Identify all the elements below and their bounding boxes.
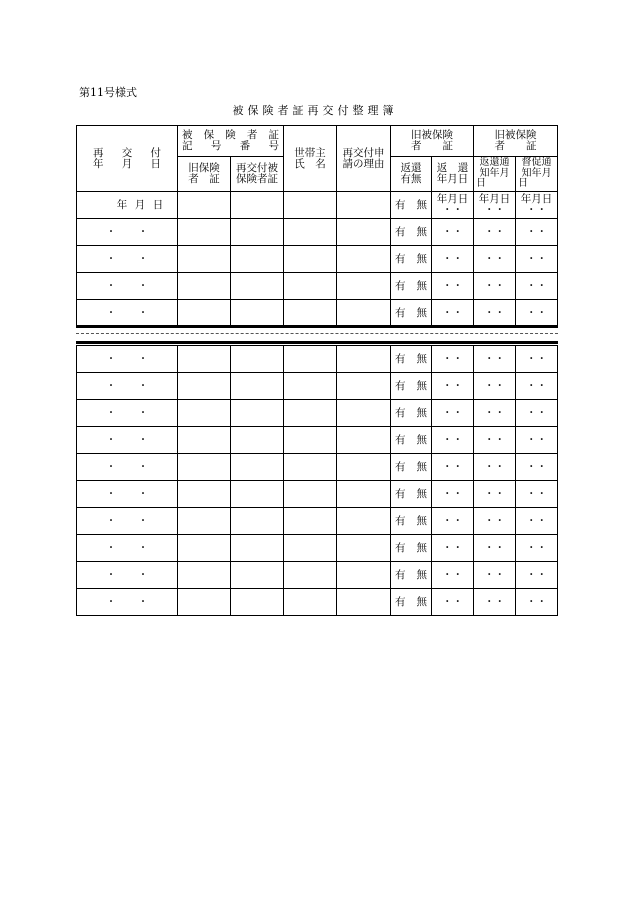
return-date-cell: ・・ — [432, 589, 474, 616]
header-old-card-return: 旧被保険 者 証 — [391, 126, 474, 157]
table-row — [77, 508, 558, 535]
rows-bottom — [77, 346, 558, 616]
yesno-cell: 有 無 — [391, 373, 432, 400]
reason-cell — [337, 427, 391, 454]
demand-notice-cell: ・・ — [516, 373, 558, 400]
table-row — [77, 535, 558, 562]
reason-cell — [337, 246, 391, 273]
reissued-card-cell — [231, 346, 284, 373]
date-cell: ・ ・ — [77, 427, 178, 454]
demand-notice-cell: ・・ — [516, 454, 558, 481]
householder-cell — [284, 219, 337, 246]
yesno-cell: 有 無 — [391, 192, 432, 219]
form-number: 第11号様式 — [79, 86, 137, 99]
householder-cell — [284, 508, 337, 535]
return-notice-cell: ・・ — [474, 219, 516, 246]
register-table-bottom — [76, 345, 558, 616]
return-date-cell: ・・ — [432, 481, 474, 508]
reissued-card-cell — [231, 373, 284, 400]
header-insured-card: 被 保 険 者 証 記 号 番 号 — [178, 126, 284, 157]
old-card-cell — [178, 273, 231, 300]
householder-cell — [284, 346, 337, 373]
yesno-cell: 有 無 — [391, 589, 432, 616]
householder-cell — [284, 535, 337, 562]
demand-notice-cell: ・・ — [516, 219, 558, 246]
document-title: 被保険者証再交付整理簿 — [232, 104, 398, 117]
old-card-cell — [178, 427, 231, 454]
reissued-card-cell — [231, 589, 284, 616]
return-date-cell: ・・ — [432, 373, 474, 400]
reason-cell — [337, 562, 391, 589]
demand-notice-cell: ・・ — [516, 273, 558, 300]
demand-notice-cell: ・・ — [516, 562, 558, 589]
old-card-cell — [178, 300, 231, 327]
reissued-card-cell — [231, 273, 284, 300]
demand-notice-cell: ・・ — [516, 300, 558, 327]
header-reason: 再交付申 請の理由 — [337, 126, 391, 192]
header-old-card: 旧保険 者 証 — [178, 157, 231, 192]
table-row — [77, 273, 558, 300]
return-notice-cell: ・・ — [474, 346, 516, 373]
return-date-cell: ・・ — [432, 427, 474, 454]
householder-cell — [284, 273, 337, 300]
old-card-cell — [178, 535, 231, 562]
householder-cell — [284, 589, 337, 616]
section-separator — [76, 325, 558, 344]
date-cell: ・ ・ — [77, 273, 178, 300]
reason-cell — [337, 454, 391, 481]
table-row — [77, 346, 558, 373]
householder-cell — [284, 192, 337, 219]
header-return-yesno: 返還 有無 — [391, 157, 432, 192]
return-date-cell: ・・ — [432, 562, 474, 589]
reissued-card-cell — [231, 300, 284, 327]
date-cell: ・ ・ — [77, 589, 178, 616]
return-notice-cell: ・・ — [474, 427, 516, 454]
reason-cell — [337, 589, 391, 616]
reissued-card-cell — [231, 508, 284, 535]
old-card-cell — [178, 589, 231, 616]
yesno-cell: 有 無 — [391, 273, 432, 300]
demand-notice-cell: ・・ — [516, 481, 558, 508]
return-notice-cell: ・・ — [474, 454, 516, 481]
householder-cell — [284, 562, 337, 589]
date-cell: ・ ・ — [77, 508, 178, 535]
date-cell: ・ ・ — [77, 300, 178, 327]
reason-cell — [337, 481, 391, 508]
header-return-date: 返 還 年月日 — [432, 157, 474, 192]
demand-notice-cell: ・・ — [516, 246, 558, 273]
register-table-top — [76, 125, 558, 327]
return-date-cell: ・・ — [432, 300, 474, 327]
old-card-cell — [178, 219, 231, 246]
reason-cell — [337, 273, 391, 300]
date-cell: ・ ・ — [77, 346, 178, 373]
date-cell: ・ ・ — [77, 535, 178, 562]
return-notice-cell: ・・ — [474, 246, 516, 273]
date-cell: ・ ・ — [77, 219, 178, 246]
table-row — [77, 219, 558, 246]
header-old-card-notice: 旧被保険 者 証 — [474, 126, 558, 157]
reissued-card-cell — [231, 219, 284, 246]
table-row — [77, 400, 558, 427]
old-card-cell — [178, 454, 231, 481]
reason-cell — [337, 219, 391, 246]
old-card-cell — [178, 373, 231, 400]
rows-top — [77, 219, 558, 327]
reason-cell — [337, 400, 391, 427]
reissued-card-cell — [231, 192, 284, 219]
table-row — [77, 481, 558, 508]
demand-notice-cell: ・・ — [516, 400, 558, 427]
return-date-cell: ・・ — [432, 219, 474, 246]
yesno-cell: 有 無 — [391, 400, 432, 427]
reissued-card-cell — [231, 454, 284, 481]
return-date-cell: ・・ — [432, 273, 474, 300]
reissued-card-cell — [231, 427, 284, 454]
return-notice-cell: ・・ — [474, 481, 516, 508]
yesno-cell: 有 無 — [391, 346, 432, 373]
reason-cell — [337, 373, 391, 400]
header-householder: 世帯主 氏 名 — [284, 126, 337, 192]
householder-cell — [284, 300, 337, 327]
old-card-cell — [178, 508, 231, 535]
old-card-cell — [178, 246, 231, 273]
return-notice-cell: ・・ — [474, 373, 516, 400]
yesno-cell: 有 無 — [391, 300, 432, 327]
header-demand-notice: 督促通 知年月 日 — [516, 157, 558, 192]
demand-notice-cell: ・・ — [516, 427, 558, 454]
header-reissued-card: 再交付被 保険者証 — [231, 157, 284, 192]
householder-cell — [284, 246, 337, 273]
reissued-card-cell — [231, 246, 284, 273]
reason-cell — [337, 535, 391, 562]
date-cell: ・ ・ — [77, 481, 178, 508]
return-notice-cell: ・・ — [474, 535, 516, 562]
reissued-card-cell — [231, 535, 284, 562]
date-cell: ・ ・ — [77, 373, 178, 400]
reason-cell — [337, 508, 391, 535]
return-notice-cell: ・・ — [474, 562, 516, 589]
table-row — [77, 246, 558, 273]
yesno-cell: 有 無 — [391, 427, 432, 454]
return-notice-cell: ・・ — [474, 508, 516, 535]
old-card-cell — [178, 346, 231, 373]
reissued-card-cell — [231, 562, 284, 589]
yesno-cell: 有 無 — [391, 508, 432, 535]
table-row — [77, 589, 558, 616]
return-date-cell: ・・ — [432, 400, 474, 427]
old-card-cell — [178, 192, 231, 219]
demand-notice-cell: ・・ — [516, 346, 558, 373]
return-notice-cell: ・・ — [474, 273, 516, 300]
table-row — [77, 300, 558, 327]
demand-notice-cell: ・・ — [516, 589, 558, 616]
yesno-cell: 有 無 — [391, 481, 432, 508]
yesno-cell: 有 無 — [391, 246, 432, 273]
old-card-cell — [178, 562, 231, 589]
return-date-cell: ・・ — [432, 535, 474, 562]
return-date-cell: ・・ — [432, 346, 474, 373]
old-card-cell — [178, 481, 231, 508]
householder-cell — [284, 373, 337, 400]
table-row — [77, 562, 558, 589]
demand-notice-cell: 年月日 ・・ — [516, 192, 558, 219]
yesno-cell: 有 無 — [391, 562, 432, 589]
return-date-cell: 年月日 ・・ — [432, 192, 474, 219]
return-notice-cell: ・・ — [474, 400, 516, 427]
yesno-cell: 有 無 — [391, 219, 432, 246]
return-date-cell: ・・ — [432, 246, 474, 273]
date-cell: ・ ・ — [77, 562, 178, 589]
householder-cell — [284, 481, 337, 508]
reason-cell — [337, 300, 391, 327]
householder-cell — [284, 427, 337, 454]
return-date-cell: ・・ — [432, 508, 474, 535]
householder-cell — [284, 454, 337, 481]
date-cell: ・ ・ — [77, 400, 178, 427]
return-date-cell: ・・ — [432, 454, 474, 481]
yesno-cell: 有 無 — [391, 535, 432, 562]
date-cell: ・ ・ — [77, 246, 178, 273]
demand-notice-cell: ・・ — [516, 535, 558, 562]
return-notice-cell: ・・ — [474, 300, 516, 327]
header-reissue-date: 再交付 年月日 — [77, 126, 178, 192]
householder-cell — [284, 400, 337, 427]
yesno-cell: 有 無 — [391, 454, 432, 481]
demand-notice-cell: ・・ — [516, 508, 558, 535]
table-row — [77, 427, 558, 454]
header-return-notice: 返還通 知年月 日 — [474, 157, 516, 192]
reissued-card-cell — [231, 481, 284, 508]
reason-cell — [337, 192, 391, 219]
table-row — [77, 373, 558, 400]
return-notice-cell: 年月日 ・・ — [474, 192, 516, 219]
table-row — [77, 454, 558, 481]
date-cell: ・ ・ — [77, 454, 178, 481]
reason-cell — [337, 346, 391, 373]
return-notice-cell: ・・ — [474, 589, 516, 616]
date-cell: 年 月 日 — [77, 192, 178, 219]
table-row-first — [77, 192, 558, 219]
reissued-card-cell — [231, 400, 284, 427]
old-card-cell — [178, 400, 231, 427]
